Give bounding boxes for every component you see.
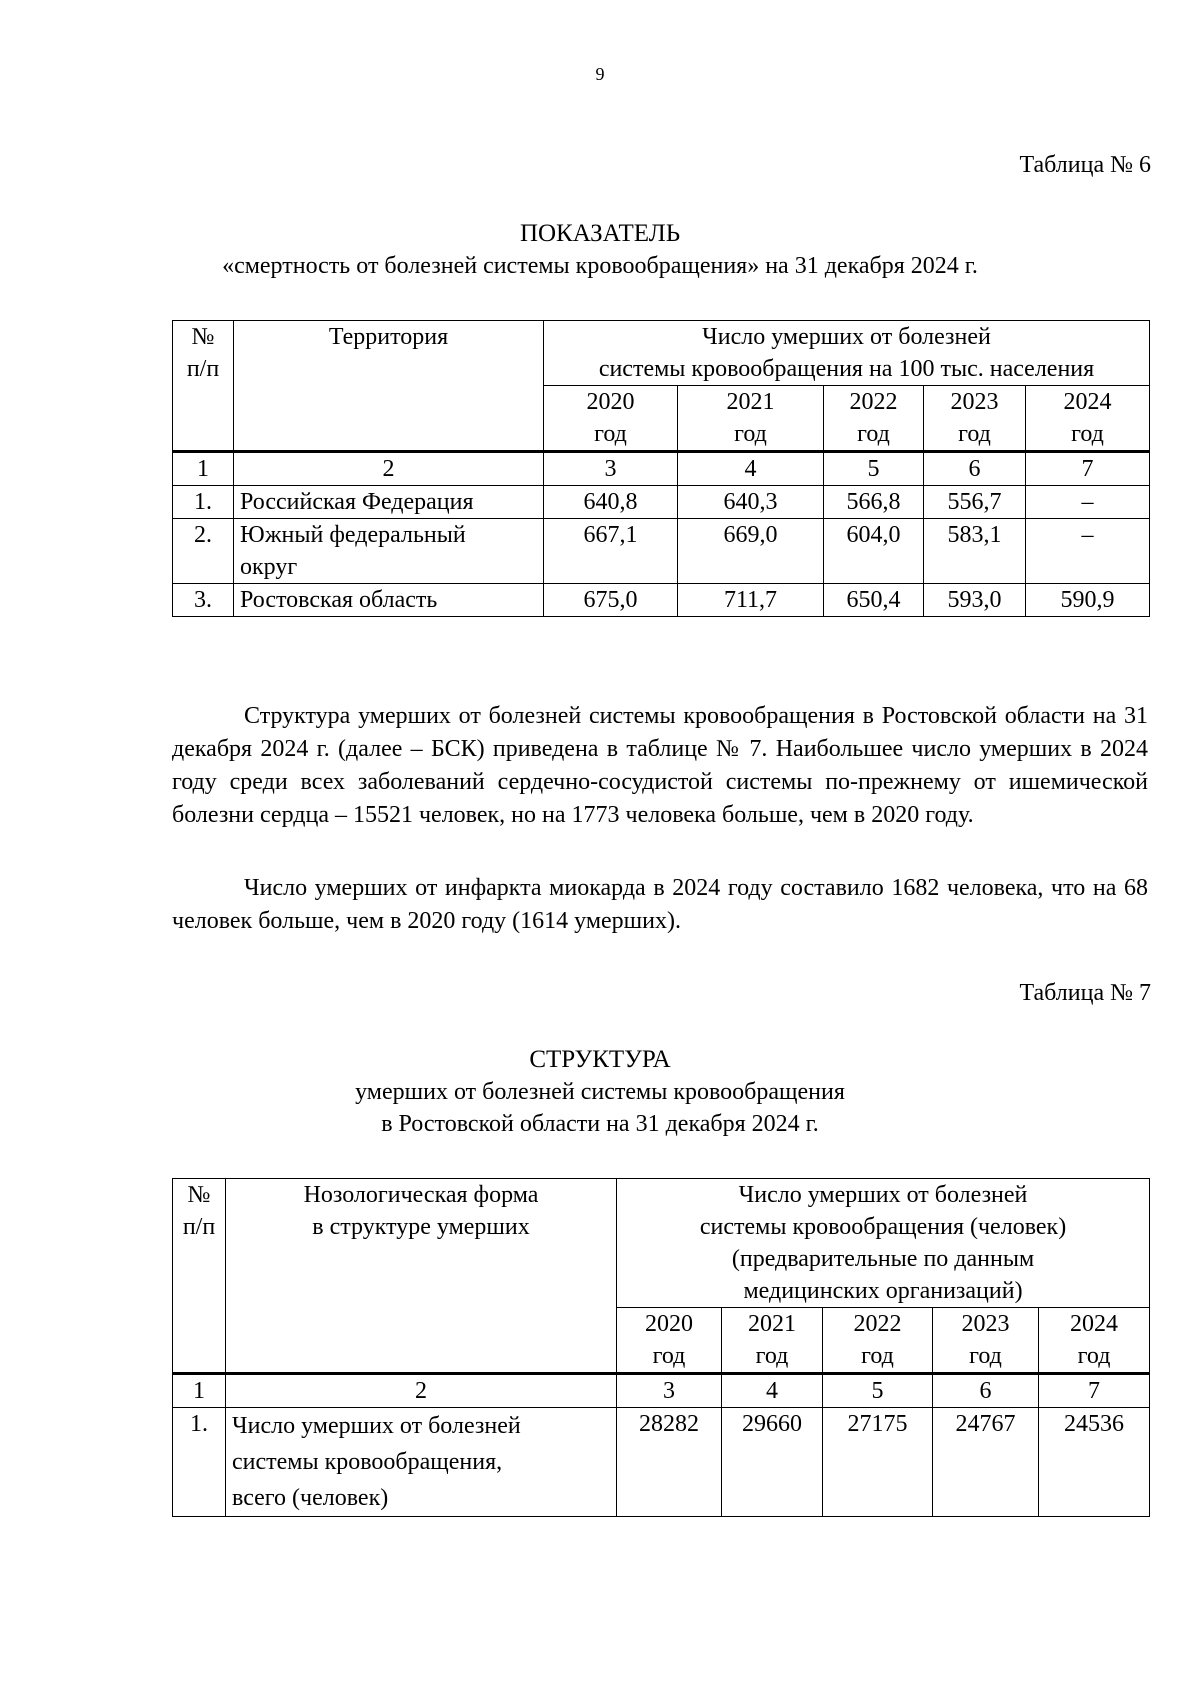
- table7-header-year: 2022 год: [823, 1308, 933, 1374]
- table6-header-year: 2022 год: [824, 386, 924, 452]
- page-number: 9: [595, 64, 605, 84]
- row-number: 1.: [173, 486, 234, 519]
- table6-column-numbers: [173, 452, 1150, 486]
- table-row: [173, 519, 1150, 584]
- table6-header-group: Число умерших от болезней системы кровообращения на 100 тыс. населения: [544, 321, 1150, 386]
- column-number: 7: [1026, 452, 1150, 486]
- value-cell: 667,1: [544, 519, 678, 584]
- value-cell: 28282: [617, 1408, 722, 1517]
- value-cell: 24767: [933, 1408, 1039, 1517]
- table6-header-year: 2024 год: [1026, 386, 1150, 452]
- table7-header-num: № п/п: [173, 1179, 226, 1374]
- body-paragraph-1: Структура умерших от болезней системы кровообращения в Ростовской области на 31 декабря 2024 г. (далее – БСК) приведена в таблице № 7. Наибольшее число умерших в 2024 году среди всех заболеваний сердечно-сосудистой системы по-прежнему от ишемической болезни сердца – 15521 человек, но на 1773 человека больше, чем в 2020 году.: [172, 703, 1148, 828]
- value-cell: 604,0: [824, 519, 924, 584]
- column-number: 3: [544, 452, 678, 486]
- table7-heading: [0, 1044, 1200, 1140]
- value-cell: 650,4: [824, 584, 924, 617]
- table7-header-year: 2021 год: [722, 1308, 823, 1374]
- column-number: 4: [722, 1374, 823, 1408]
- table6-header-territory: Территория: [234, 321, 544, 452]
- table7-header-group: Число умерших от болезней системы кровообращения (человек) (предварительные по данным медицинских организаций): [617, 1179, 1150, 1308]
- value-cell: 29660: [722, 1408, 823, 1517]
- value-cell: 669,0: [678, 519, 824, 584]
- table7-column-numbers: [173, 1374, 1150, 1408]
- value-cell: 556,7: [924, 486, 1026, 519]
- row-number: 3.: [173, 584, 234, 617]
- row-number: 1.: [173, 1408, 226, 1517]
- table6-header-year: 2020 год: [544, 386, 678, 452]
- value-cell: 640,8: [544, 486, 678, 519]
- value-cell: 590,9: [1026, 584, 1150, 617]
- column-number: 6: [924, 452, 1026, 486]
- table7-caption: Таблица № 7: [1019, 980, 1151, 1006]
- column-number: 2: [226, 1374, 617, 1408]
- table7: [172, 1178, 1150, 1517]
- table6-subtitle: «смертность от болезней системы кровообращения» на 31 декабря 2024 г.: [222, 253, 978, 279]
- table7-header-year: 2024 год: [1039, 1308, 1150, 1374]
- value-cell: 675,0: [544, 584, 678, 617]
- table-row: [173, 486, 1150, 519]
- value-cell: 711,7: [678, 584, 824, 617]
- column-number: 4: [678, 452, 824, 486]
- row-number: 2.: [173, 519, 234, 584]
- table6-header-year: 2021 год: [678, 386, 824, 452]
- table7-title: СТРУКТУРА: [529, 1046, 671, 1073]
- nosological-form: Число умерших от болезней системы кровообращения, всего (человек): [226, 1408, 617, 1517]
- table7-subtitle-line2: в Ростовской области на 31 декабря 2024 г.: [381, 1111, 819, 1137]
- table6-header-year: 2023 год: [924, 386, 1026, 452]
- table7-header-form: Нозологическая форма в структуре умерших: [226, 1179, 617, 1374]
- value-cell: 593,0: [924, 584, 1026, 617]
- territory-name: Южный федеральный округ: [234, 519, 544, 584]
- column-number: 2: [234, 452, 544, 486]
- table6-header-num: № п/п: [173, 321, 234, 452]
- table6: [172, 320, 1150, 617]
- column-number: 1: [173, 1374, 226, 1408]
- table7-header-year: 2020 год: [617, 1308, 722, 1374]
- table6-caption: Таблица № 6: [1019, 152, 1151, 178]
- body-paragraph-2: Число умерших от инфаркта миокарда в 2024 году составило 1682 человека, что на 68 человек больше, чем в 2020 году (1614 умерших).: [172, 875, 1148, 934]
- column-number: 5: [823, 1374, 933, 1408]
- table7-subtitle-line1: умерших от болезней системы кровообращения: [355, 1079, 845, 1105]
- value-cell: 24536: [1039, 1408, 1150, 1517]
- territory-name: Российская Федерация: [234, 486, 544, 519]
- table7-header-year: 2023 год: [933, 1308, 1039, 1374]
- column-number: 1: [173, 452, 234, 486]
- value-cell: 27175: [823, 1408, 933, 1517]
- value-cell: –: [1026, 486, 1150, 519]
- value-cell: 566,8: [824, 486, 924, 519]
- column-number: 3: [617, 1374, 722, 1408]
- table-row: [173, 584, 1150, 617]
- territory-name: Ростовская область: [234, 584, 544, 617]
- value-cell: –: [1026, 519, 1150, 584]
- column-number: 6: [933, 1374, 1039, 1408]
- column-number: 5: [824, 452, 924, 486]
- table6-heading: [0, 218, 1200, 282]
- column-number: 7: [1039, 1374, 1150, 1408]
- value-cell: 583,1: [924, 519, 1026, 584]
- table-row: [173, 1408, 1150, 1517]
- value-cell: 640,3: [678, 486, 824, 519]
- table6-title: ПОКАЗАТЕЛЬ: [519, 220, 681, 247]
